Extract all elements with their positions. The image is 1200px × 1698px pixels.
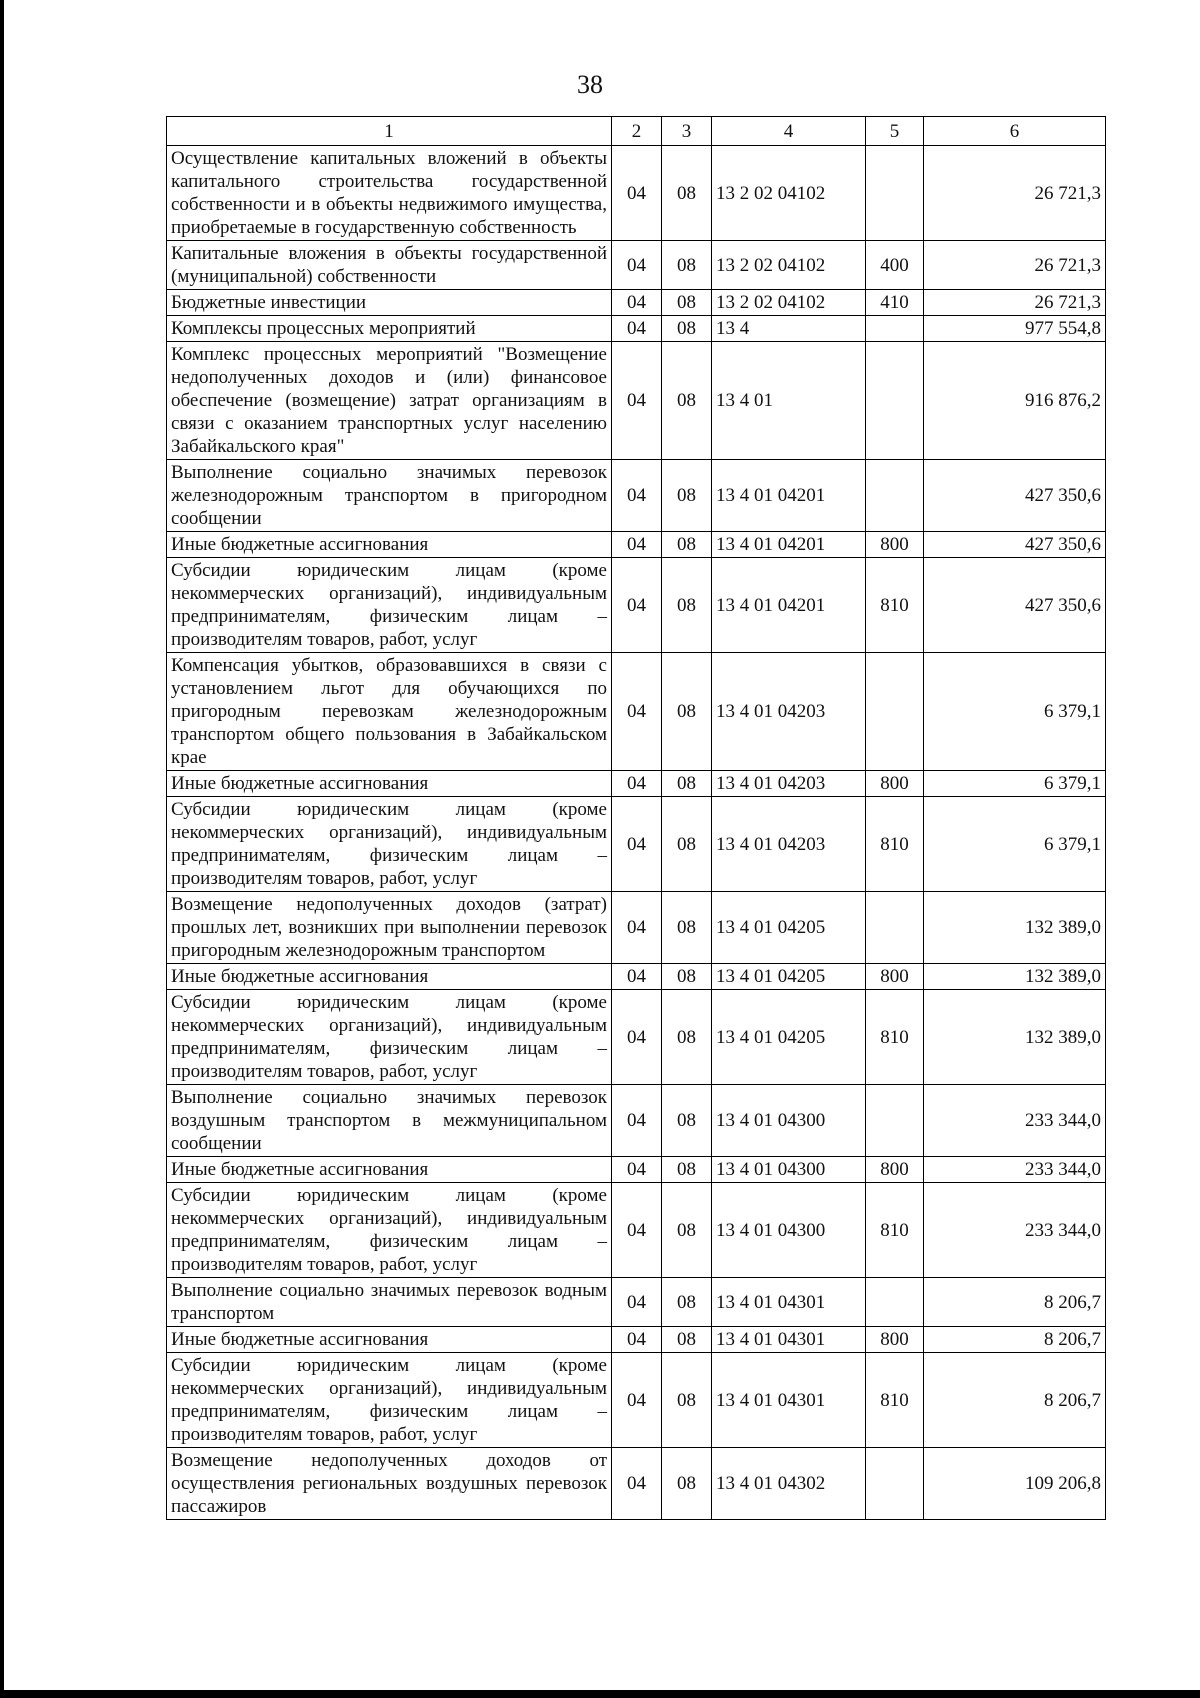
- row-section-code: 04: [612, 1157, 662, 1183]
- row-amount: 26 721,3: [924, 290, 1106, 316]
- row-name: Субсидии юридическим лицам (кроме некоммерческих организаций), индивидуальным предпринимателям, физическим лицам – производителям товаров, работ, услуг: [167, 797, 612, 892]
- table-row: [167, 892, 1106, 964]
- row-subsection-code: 08: [662, 1353, 712, 1448]
- row-expense-type: 400: [866, 241, 924, 290]
- row-amount: 26 721,3: [924, 241, 1106, 290]
- row-section-code: 04: [612, 990, 662, 1085]
- row-target-article: 13 4 01 04302: [712, 1448, 866, 1520]
- table-row: [167, 1278, 1106, 1327]
- table-row: [167, 1353, 1106, 1448]
- row-name: Иные бюджетные ассигнования: [167, 1327, 612, 1353]
- budget-table: [166, 116, 1106, 1520]
- table-row: [167, 1085, 1106, 1157]
- row-expense-type: 810: [866, 1353, 924, 1448]
- row-expense-type: 800: [866, 532, 924, 558]
- row-name: Выполнение социально значимых перевозок водным транспортом: [167, 1278, 612, 1327]
- row-subsection-code: 08: [662, 1448, 712, 1520]
- table-body: [167, 146, 1106, 1520]
- table-row: [167, 460, 1106, 532]
- row-subsection-code: 08: [662, 558, 712, 653]
- row-name: Иные бюджетные ассигнования: [167, 1157, 612, 1183]
- row-expense-type: [866, 1278, 924, 1327]
- table-row: [167, 1183, 1106, 1278]
- row-amount: 26 721,3: [924, 146, 1106, 241]
- row-target-article: 13 2 02 04102: [712, 241, 866, 290]
- row-subsection-code: 08: [662, 1157, 712, 1183]
- row-target-article: 13 4 01 04203: [712, 653, 866, 771]
- header-col-2: 2: [612, 117, 662, 146]
- header-col-1: 1: [167, 117, 612, 146]
- row-amount: 427 350,6: [924, 558, 1106, 653]
- header-col-4: 4: [712, 117, 866, 146]
- scan-border-left: [0, 0, 4, 1698]
- table-row: [167, 1157, 1106, 1183]
- row-name: Компенсация убытков, образовавшихся в связи с установлением льгот для обучающихся по пригородным перевозкам железнодорожным транспортом общего пользования в Забайкальском крае: [167, 653, 612, 771]
- row-expense-type: 810: [866, 990, 924, 1085]
- row-amount: 427 350,6: [924, 460, 1106, 532]
- row-name: Иные бюджетные ассигнования: [167, 964, 612, 990]
- table-row: [167, 771, 1106, 797]
- row-section-code: 04: [612, 1448, 662, 1520]
- row-expense-type: [866, 316, 924, 342]
- row-name: Капитальные вложения в объекты государственной (муниципальной) собственности: [167, 241, 612, 290]
- row-expense-type: 800: [866, 964, 924, 990]
- row-expense-type: 810: [866, 558, 924, 653]
- row-section-code: 04: [612, 342, 662, 460]
- row-amount: 6 379,1: [924, 797, 1106, 892]
- row-subsection-code: 08: [662, 771, 712, 797]
- row-amount: 233 344,0: [924, 1085, 1106, 1157]
- row-section-code: 04: [612, 892, 662, 964]
- row-section-code: 04: [612, 532, 662, 558]
- row-section-code: 04: [612, 460, 662, 532]
- row-target-article: 13 4 01 04205: [712, 892, 866, 964]
- row-amount: 233 344,0: [924, 1183, 1106, 1278]
- row-target-article: 13 2 02 04102: [712, 146, 866, 241]
- row-amount: 132 389,0: [924, 892, 1106, 964]
- row-subsection-code: 08: [662, 797, 712, 892]
- row-section-code: 04: [612, 771, 662, 797]
- row-section-code: 04: [612, 797, 662, 892]
- row-name: Выполнение социально значимых перевозок железнодорожным транспортом в пригородном сообщении: [167, 460, 612, 532]
- row-expense-type: 810: [866, 797, 924, 892]
- row-subsection-code: 08: [662, 990, 712, 1085]
- row-subsection-code: 08: [662, 290, 712, 316]
- row-subsection-code: 08: [662, 146, 712, 241]
- table-row: [167, 1327, 1106, 1353]
- row-section-code: 04: [612, 653, 662, 771]
- row-name: Субсидии юридическим лицам (кроме некоммерческих организаций), индивидуальным предпринимателям, физическим лицам – производителям товаров, работ, услуг: [167, 1183, 612, 1278]
- row-section-code: 04: [612, 964, 662, 990]
- row-target-article: 13 4 01 04300: [712, 1183, 866, 1278]
- row-subsection-code: 08: [662, 342, 712, 460]
- row-expense-type: [866, 1085, 924, 1157]
- row-expense-type: 800: [866, 1327, 924, 1353]
- row-subsection-code: 08: [662, 532, 712, 558]
- row-section-code: 04: [612, 241, 662, 290]
- row-subsection-code: 08: [662, 1183, 712, 1278]
- row-subsection-code: 08: [662, 1327, 712, 1353]
- row-target-article: 13 4 01 04301: [712, 1353, 866, 1448]
- row-amount: 977 554,8: [924, 316, 1106, 342]
- row-expense-type: [866, 146, 924, 241]
- row-subsection-code: 08: [662, 892, 712, 964]
- row-section-code: 04: [612, 1353, 662, 1448]
- header-col-5: 5: [866, 117, 924, 146]
- row-subsection-code: 08: [662, 241, 712, 290]
- row-amount: 233 344,0: [924, 1157, 1106, 1183]
- table-row: [167, 558, 1106, 653]
- row-section-code: 04: [612, 1183, 662, 1278]
- row-name: Бюджетные инвестиции: [167, 290, 612, 316]
- row-expense-type: 800: [866, 771, 924, 797]
- row-expense-type: [866, 653, 924, 771]
- row-expense-type: [866, 892, 924, 964]
- row-subsection-code: 08: [662, 460, 712, 532]
- row-section-code: 04: [612, 558, 662, 653]
- row-name: Субсидии юридическим лицам (кроме некоммерческих организаций), индивидуальным предпринимателям, физическим лицам – производителям товаров, работ, услуг: [167, 1353, 612, 1448]
- table-row: [167, 342, 1106, 460]
- table-row: [167, 316, 1106, 342]
- row-amount: 132 389,0: [924, 990, 1106, 1085]
- row-amount: 8 206,7: [924, 1278, 1106, 1327]
- table-row: [167, 797, 1106, 892]
- row-name: Возмещение недополученных доходов (затрат) прошлых лет, возникших при выполнении перевозок пригородным железнодорожным транспортом: [167, 892, 612, 964]
- table-row: [167, 146, 1106, 241]
- row-expense-type: [866, 1448, 924, 1520]
- row-target-article: 13 4 01 04203: [712, 771, 866, 797]
- row-name: Выполнение социально значимых перевозок воздушным транспортом в межмуниципальном сообщении: [167, 1085, 612, 1157]
- row-amount: 132 389,0: [924, 964, 1106, 990]
- row-subsection-code: 08: [662, 964, 712, 990]
- table-row: [167, 653, 1106, 771]
- table-header: [167, 117, 1106, 146]
- row-name: Субсидии юридическим лицам (кроме некоммерческих организаций), индивидуальным предпринимателям, физическим лицам – производителям товаров, работ, услуг: [167, 990, 612, 1085]
- row-amount: 427 350,6: [924, 532, 1106, 558]
- table-row: [167, 532, 1106, 558]
- row-target-article: 13 4 01 04300: [712, 1157, 866, 1183]
- row-subsection-code: 08: [662, 316, 712, 342]
- row-target-article: 13 4 01 04300: [712, 1085, 866, 1157]
- row-target-article: 13 4 01 04201: [712, 460, 866, 532]
- row-amount: 8 206,7: [924, 1353, 1106, 1448]
- row-section-code: 04: [612, 290, 662, 316]
- row-expense-type: 800: [866, 1157, 924, 1183]
- header-row: [167, 117, 1106, 146]
- row-target-article: 13 4 01 04201: [712, 532, 866, 558]
- row-amount: 6 379,1: [924, 771, 1106, 797]
- row-target-article: 13 4: [712, 316, 866, 342]
- table-row: [167, 241, 1106, 290]
- row-name: Иные бюджетные ассигнования: [167, 771, 612, 797]
- row-section-code: 04: [612, 1278, 662, 1327]
- table-row: [167, 1448, 1106, 1520]
- row-amount: 8 206,7: [924, 1327, 1106, 1353]
- row-amount: 916 876,2: [924, 342, 1106, 460]
- row-target-article: 13 4 01 04201: [712, 558, 866, 653]
- row-expense-type: 410: [866, 290, 924, 316]
- row-target-article: 13 4 01 04203: [712, 797, 866, 892]
- table-row: [167, 290, 1106, 316]
- row-target-article: 13 4 01 04301: [712, 1278, 866, 1327]
- row-name: Субсидии юридическим лицам (кроме некоммерческих организаций), индивидуальным предпринимателям, физическим лицам – производителям товаров, работ, услуг: [167, 558, 612, 653]
- row-target-article: 13 4 01 04301: [712, 1327, 866, 1353]
- row-section-code: 04: [612, 1085, 662, 1157]
- row-name: Иные бюджетные ассигнования: [167, 532, 612, 558]
- row-name: Осуществление капитальных вложений в объекты капитального строительства государственной собственности и в объекты недвижимого имущества, приобретаемые в государственную собственность: [167, 146, 612, 241]
- row-expense-type: 810: [866, 1183, 924, 1278]
- row-target-article: 13 4 01 04205: [712, 990, 866, 1085]
- row-expense-type: [866, 460, 924, 532]
- row-amount: 109 206,8: [924, 1448, 1106, 1520]
- page-number: 38: [577, 70, 603, 99]
- row-name: Комплекс процессных мероприятий "Возмещение недополученных доходов и (или) финансовое обеспечение (возмещение) затрат организациям в связи с оказанием транспортных услуг населению Забайкальского края": [167, 342, 612, 460]
- scan-border-bottom: [0, 1690, 1200, 1698]
- row-target-article: 13 4 01: [712, 342, 866, 460]
- row-target-article: 13 2 02 04102: [712, 290, 866, 316]
- row-subsection-code: 08: [662, 1278, 712, 1327]
- row-subsection-code: 08: [662, 653, 712, 771]
- header-col-6: 6: [924, 117, 1106, 146]
- header-col-3: 3: [662, 117, 712, 146]
- row-section-code: 04: [612, 146, 662, 241]
- table-row: [167, 964, 1106, 990]
- row-target-article: 13 4 01 04205: [712, 964, 866, 990]
- row-section-code: 04: [612, 316, 662, 342]
- table-row: [167, 990, 1106, 1085]
- row-amount: 6 379,1: [924, 653, 1106, 771]
- row-name: Возмещение недополученных доходов от осуществления региональных воздушных перевозок пассажиров: [167, 1448, 612, 1520]
- row-subsection-code: 08: [662, 1085, 712, 1157]
- row-section-code: 04: [612, 1327, 662, 1353]
- row-name: Комплексы процессных мероприятий: [167, 316, 612, 342]
- row-expense-type: [866, 342, 924, 460]
